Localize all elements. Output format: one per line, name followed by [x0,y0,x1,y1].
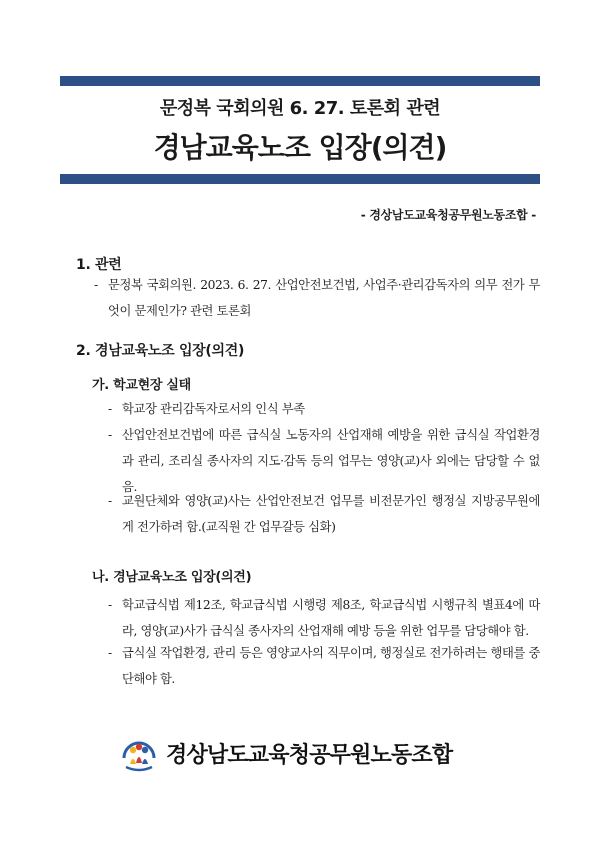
document-title: 경남교육노조 입장(의견) [153,131,447,164]
list-dash: - [108,494,112,508]
list-item-text: 학교장 관리감독자로서의 인식 부족 [122,402,305,416]
list-dash: - [94,278,98,292]
list-item-text: 급식실 작업환경, 관리 등은 영양교사의 직무이며, 행정실로 전가하려는 행태를 중단해야 함. [122,646,540,686]
header-top-bar [60,76,540,86]
list-dash: - [108,646,112,660]
list-item-text: 산업안전보건법에 따른 급식실 노동자의 산업재해 예방을 위한 급식실 작업환경과 관리, 조리실 종사자의 지도·감독 등의 업무는 영양(교)사 외에는 담당할 수 없음. [122,428,540,494]
list-item [108,396,540,422]
list-dash: - [108,402,112,416]
document-subtitle: 문정복 국회의원 6. 27. 토론회 관련 [159,98,441,119]
footer [0,730,600,780]
section-1-item [94,272,540,324]
list-item-text: 교원단체와 영양(교)사는 산업안전보건 업무를 비전문가인 행정실 지방공무원에게 전가하려 함.(교직원 간 업무갈등 심화) [122,494,540,534]
list-dash: - [108,428,112,442]
list-item [108,640,540,692]
subsection-b-heading: 나. 경남교육노조 입장(의견) [92,570,252,585]
list-item [108,592,540,644]
list-item-text: 학교급식법 제12조, 학교급식법 시행령 제8조, 학교급식법 시행규칙 별표4에 따라, 영양(교)사가 급식실 종사자의 산업재해 예방 등을 위한 업무를 담당해야 함. [122,598,540,638]
list-dash: - [108,598,112,612]
union-logo-icon [120,736,158,774]
header-bottom-bar [60,174,540,184]
footer-organization-name: 경상남도교육청공무원노동조합 [166,743,453,768]
section-1-item-text: 문정복 국회의원. 2023. 6. 27. 산업안전보건법, 사업주·관리감독자의 의무 전가 무엇이 문제인가? 관련 토론회 [108,278,540,318]
section-1-heading: 1. 관련 [76,257,122,273]
section-2-heading: 2. 경남교육노조 입장(의견) [76,343,245,359]
subsection-a-heading: 가. 학교현장 실태 [92,378,191,393]
list-item [108,488,540,540]
issuing-organization: - 경상남도교육청공무원노동조합 - [360,208,536,222]
